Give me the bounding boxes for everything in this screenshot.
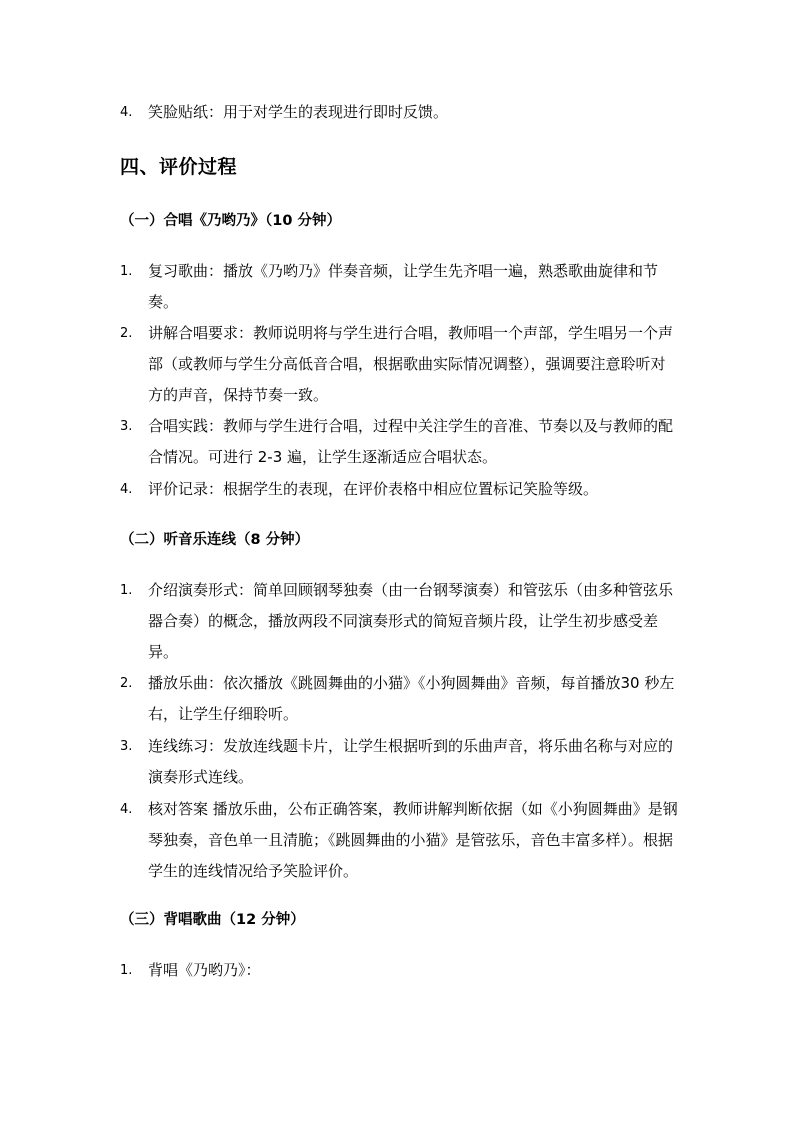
list-number: 3. — [120, 739, 133, 754]
subsection-heading: （一）合唱《乃哟乃》（10 分钟） — [120, 213, 341, 229]
list-item — [120, 97, 680, 128]
list-number: 2. — [120, 676, 133, 691]
section-heading: 四、评价过程 — [120, 156, 238, 178]
list-text: 背唱《乃哟乃》： — [148, 961, 261, 979]
list-number: 1. — [120, 963, 133, 978]
list-number: 4. — [120, 105, 133, 120]
list-text: 合唱实践：教师与学生进行合唱，过程中关注学生的音准、节奏以及与教师的配合情况。可进行 2-3 遍，让学生逐渐适应合唱状态。 — [148, 417, 674, 466]
list-number: 3. — [120, 419, 133, 434]
list-text: 核对答案 播放乐曲，公布正确答案，教师讲解判断依据（如《小狗圆舞曲》是钢琴独奏，音色单一且清脆；《跳圆舞曲的小猫》是管弦乐，音色丰富多样）。根据学生的连线情况给予笑脸评价。 — [148, 800, 678, 880]
list-item — [120, 474, 680, 505]
list-text: 播放乐曲：依次播放《跳圆舞曲的小猫》《小狗圆舞曲》音频，每首播放30 秒左右，让学生仔细聆听。 — [148, 674, 675, 723]
list-text: 连线练习：发放连线题卡片，让学生根据听到的乐曲声音，将乐曲名称与对应的演奏形式连线。 — [148, 737, 674, 786]
list-text: 讲解合唱要求：教师说明将与学生进行合唱，教师唱一个声部，学生唱另一个声部（或教师与学生分高低音合唱，根据歌曲实际情况调整），强调要注意聆听对方的声音，保持节奏一致。 — [148, 324, 674, 404]
list-item — [120, 955, 680, 986]
list-text: 复习歌曲：播放《乃哟乃》伴奏音频，让学生先齐唱一遍，熟悉歌曲旋律和节奏。 — [148, 262, 659, 311]
list-number: 2. — [120, 326, 133, 341]
list-item — [120, 575, 680, 668]
list-number: 4. — [120, 482, 133, 497]
list-item — [120, 731, 680, 793]
list-text: 评价记录：根据学生的表现，在评价表格中相应位置标记笑脸等级。 — [148, 480, 599, 498]
subsection-heading: （三）背唱歌曲（12 分钟） — [120, 912, 305, 928]
list-item — [120, 318, 680, 411]
list-text: 笑脸贴纸：用于对学生的表现进行即时反馈。 — [148, 103, 449, 121]
list-item — [120, 668, 680, 730]
list-item — [120, 794, 680, 887]
subsection-heading: （二）听音乐连线（8 分钟） — [120, 532, 310, 548]
list-number: 1. — [120, 583, 133, 598]
list-item — [120, 256, 680, 318]
list-number: 4. — [120, 802, 133, 817]
list-text: 介绍演奏形式：简单回顾钢琴独奏（由一台钢琴演奏）和管弦乐（由多种管弦乐器合奏）的概念，播放两段不同演奏形式的简短音频片段，让学生初步感受差异。 — [148, 581, 674, 661]
list-item — [120, 411, 680, 473]
list-number: 1. — [120, 264, 133, 279]
